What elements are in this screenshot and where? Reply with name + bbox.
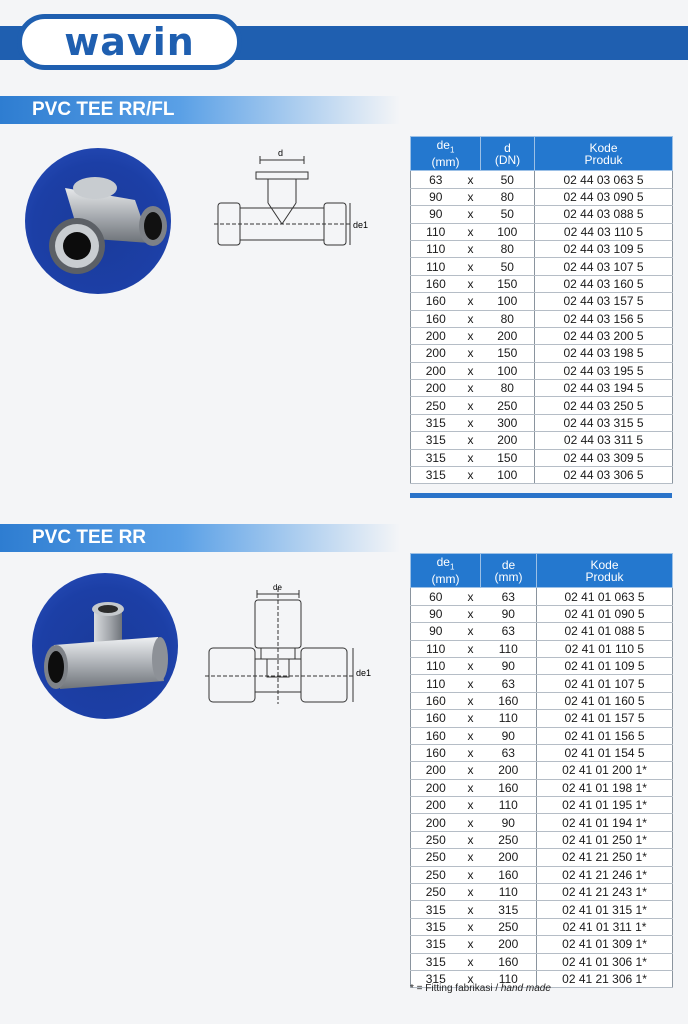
table-row (411, 953, 673, 970)
section-title-bar-tee-rr (0, 524, 400, 552)
size-branch-cell: 90 (481, 657, 537, 674)
size-branch-cell: 300 (481, 414, 535, 431)
size-de1-cell: 200 (411, 362, 461, 379)
size-de1-cell: 315 (411, 953, 461, 970)
table-row (411, 362, 673, 379)
product-code-cell: 02 41 01 088 5 (537, 623, 673, 640)
table-row (411, 345, 673, 362)
footnote-italic: hand made (500, 983, 551, 994)
table-row (411, 206, 673, 223)
table-row (411, 762, 673, 779)
size-branch-cell: 200 (481, 327, 535, 344)
table-row (411, 275, 673, 292)
table-row (411, 744, 673, 761)
table-row (411, 866, 673, 883)
product-code-cell: 02 41 01 109 5 (537, 657, 673, 674)
product-code-cell: 02 41 01 063 5 (537, 588, 673, 605)
product-code-cell: 02 41 01 309 1* (537, 936, 673, 953)
size-de1-cell: 315 (411, 918, 461, 935)
size-branch-cell: 90 (481, 814, 537, 831)
separator-cell: x (461, 831, 481, 848)
table-row (411, 918, 673, 935)
separator-cell: x (461, 397, 481, 414)
table-row (411, 779, 673, 796)
product-code-cell: 02 44 03 156 5 (535, 310, 673, 327)
separator-cell: x (461, 449, 481, 466)
size-de1-cell: 60 (411, 588, 461, 605)
table-row (411, 432, 673, 449)
product-code-cell: 02 44 03 109 5 (535, 240, 673, 257)
size-de1-cell: 160 (411, 710, 461, 727)
product-code-cell: 02 44 03 315 5 (535, 414, 673, 431)
separator-cell: x (461, 797, 481, 814)
table-header-row (411, 554, 673, 588)
product-code-cell: 02 44 03 160 5 (535, 275, 673, 292)
product-code-cell: 02 44 03 198 5 (535, 345, 673, 362)
size-de1-cell: 90 (411, 206, 461, 223)
size-de1-cell: 200 (411, 327, 461, 344)
size-de1-cell: 110 (411, 240, 461, 257)
size-de1-cell: 315 (411, 467, 461, 484)
size-de1-cell: 250 (411, 849, 461, 866)
size-de1-cell: 200 (411, 779, 461, 796)
size-de1-cell: 110 (411, 223, 461, 240)
separator-cell: x (461, 675, 481, 692)
size-de1-cell: 110 (411, 258, 461, 275)
separator-cell: x (461, 223, 481, 240)
separator-cell: x (461, 692, 481, 709)
separator-cell: x (461, 293, 481, 310)
size-de1-cell: 250 (411, 884, 461, 901)
section-title: PVC TEE RR (32, 527, 147, 548)
product-code-cell: 02 41 01 195 1* (537, 797, 673, 814)
size-branch-cell: 100 (481, 362, 535, 379)
table-header-row (411, 137, 673, 171)
size-branch-cell: 110 (481, 884, 537, 901)
product-table-tee-rr-fl (410, 136, 673, 484)
product-code-cell: 02 41 01 090 5 (537, 605, 673, 622)
separator-cell: x (461, 849, 481, 866)
table-row (411, 710, 673, 727)
separator-cell: x (461, 901, 481, 918)
separator-cell: x (461, 936, 481, 953)
size-branch-cell: 160 (481, 953, 537, 970)
size-branch-cell: 160 (481, 866, 537, 883)
size-de1-cell: 90 (411, 605, 461, 622)
size-branch-cell: 50 (481, 171, 535, 188)
product-code-cell: 02 44 03 157 5 (535, 293, 673, 310)
table-row (411, 831, 673, 848)
size-de1-cell: 63 (411, 171, 461, 188)
separator-cell: x (461, 275, 481, 292)
separator-cell: x (461, 380, 481, 397)
table-row (411, 327, 673, 344)
size-de1-cell: 90 (411, 188, 461, 205)
separator-cell: x (461, 779, 481, 796)
product-code-cell: 02 44 03 088 5 (535, 206, 673, 223)
section-title: PVC TEE RR/FL (32, 99, 175, 120)
size-de1-cell: 160 (411, 692, 461, 709)
separator-cell: x (461, 640, 481, 657)
size-de1-cell: 250 (411, 866, 461, 883)
size-de1-cell: 315 (411, 449, 461, 466)
size-branch-cell: 100 (481, 467, 535, 484)
size-branch-cell: 80 (481, 380, 535, 397)
separator-cell: x (461, 206, 481, 223)
size-branch-cell: 63 (481, 588, 537, 605)
header-de1: $de_1$ (mm) (411, 554, 481, 588)
product-code-cell: 02 44 03 311 5 (535, 432, 673, 449)
table-row (411, 240, 673, 257)
separator-cell: x (461, 240, 481, 257)
table-row (411, 936, 673, 953)
separator-cell: x (461, 188, 481, 205)
separator-cell: x (461, 657, 481, 674)
table-row (411, 884, 673, 901)
table-row (411, 414, 673, 431)
product-code-cell: 02 41 01 194 1* (537, 814, 673, 831)
separator-cell: x (461, 605, 481, 622)
separator-cell: x (461, 814, 481, 831)
wavin-logo (17, 14, 242, 70)
product-code-cell: 02 41 21 250 1* (537, 849, 673, 866)
separator-cell: x (461, 970, 481, 987)
size-branch-cell: 80 (481, 240, 535, 257)
size-de1-cell: 200 (411, 797, 461, 814)
size-de1-cell: 200 (411, 380, 461, 397)
separator-cell: x (461, 171, 481, 188)
size-branch-cell: 80 (481, 310, 535, 327)
size-branch-cell: 315 (481, 901, 537, 918)
table-row (411, 814, 673, 831)
product-code-cell: 02 41 01 200 1* (537, 762, 673, 779)
size-branch-cell: 110 (481, 970, 537, 987)
size-branch-cell: 90 (481, 727, 537, 744)
separator-cell: x (461, 953, 481, 970)
size-branch-cell: 90 (481, 605, 537, 622)
separator-cell: x (461, 467, 481, 484)
size-de1-cell: 160 (411, 275, 461, 292)
header-kode-produk: Kode Produk (537, 554, 673, 588)
product-code-cell: 02 41 01 250 1* (537, 831, 673, 848)
table-row (411, 223, 673, 240)
product-code-cell: 02 44 03 090 5 (535, 188, 673, 205)
product-code-cell: 02 41 01 107 5 (537, 675, 673, 692)
size-de1-cell: 200 (411, 814, 461, 831)
size-de1-cell: 315 (411, 936, 461, 953)
separator-cell: x (461, 623, 481, 640)
product-code-cell: 02 44 03 110 5 (535, 223, 673, 240)
product-code-cell: 02 41 01 160 5 (537, 692, 673, 709)
table-row (411, 467, 673, 484)
table-row (411, 849, 673, 866)
size-de1-cell: 160 (411, 727, 461, 744)
size-branch-cell: 160 (481, 692, 537, 709)
size-branch-cell: 200 (481, 762, 537, 779)
table-row (411, 797, 673, 814)
size-branch-cell: 250 (481, 831, 537, 848)
section-title-bar-tee-rr-fl (0, 96, 400, 124)
size-de1-cell: 315 (411, 970, 461, 987)
size-branch-cell: 63 (481, 744, 537, 761)
table-row (411, 657, 673, 674)
section-divider-rule (410, 493, 672, 498)
product-code-cell: 02 41 01 315 1* (537, 901, 673, 918)
separator-cell: x (461, 710, 481, 727)
separator-cell: x (461, 727, 481, 744)
product-code-cell: 02 44 03 200 5 (535, 327, 673, 344)
table-row (411, 380, 673, 397)
size-branch-cell: 200 (481, 936, 537, 953)
technical-drawing-tee-rr (205, 584, 375, 719)
table-row (411, 171, 673, 188)
size-de1-cell: 200 (411, 762, 461, 779)
table-row (411, 692, 673, 709)
product-code-cell: 02 44 03 107 5 (535, 258, 673, 275)
size-branch-cell: 100 (481, 223, 535, 240)
table-row (411, 188, 673, 205)
size-branch-cell: 110 (481, 640, 537, 657)
size-de1-cell: 315 (411, 901, 461, 918)
size-de1-cell: 110 (411, 640, 461, 657)
table-row (411, 397, 673, 414)
size-de1-cell: 110 (411, 675, 461, 692)
size-de1-cell: 160 (411, 310, 461, 327)
size-branch-cell: 63 (481, 623, 537, 640)
separator-cell: x (461, 345, 481, 362)
size-branch-cell: 160 (481, 779, 537, 796)
size-de1-cell: 315 (411, 414, 461, 431)
header-de1: $de_1$ (mm) (411, 137, 481, 171)
size-de1-cell: 160 (411, 293, 461, 310)
size-branch-cell: 250 (481, 397, 535, 414)
separator-cell: x (461, 432, 481, 449)
product-code-cell: 02 44 03 306 5 (535, 467, 673, 484)
technical-drawing-tee-rr-fl (212, 148, 372, 260)
size-branch-cell: 150 (481, 345, 535, 362)
product-code-cell: 02 41 01 156 5 (537, 727, 673, 744)
size-branch-cell: 110 (481, 710, 537, 727)
separator-cell: x (461, 762, 481, 779)
size-branch-cell: 200 (481, 849, 537, 866)
product-code-cell: 02 41 01 306 1* (537, 953, 673, 970)
product-code-cell: 02 44 03 194 5 (535, 380, 673, 397)
separator-cell: x (461, 258, 481, 275)
footnote-text: * = Fitting fabrikasi / (410, 983, 501, 994)
separator-cell: x (461, 744, 481, 761)
size-de1-cell: 315 (411, 432, 461, 449)
drawing-label-side: de1 (356, 668, 372, 678)
table-row (411, 449, 673, 466)
product-code-cell: 02 44 03 195 5 (535, 362, 673, 379)
separator-cell: x (461, 362, 481, 379)
size-branch-cell: 200 (481, 432, 535, 449)
size-branch-cell: 50 (481, 206, 535, 223)
table-row (411, 675, 673, 692)
drawing-label-top: de (273, 584, 282, 592)
table-row (411, 727, 673, 744)
size-branch-cell: 50 (481, 258, 535, 275)
product-code-cell: 02 41 21 306 1* (537, 970, 673, 987)
table-row (411, 258, 673, 275)
footnote (410, 983, 551, 994)
product-code-cell: 02 41 21 243 1* (537, 884, 673, 901)
drawing-label-top: d (278, 148, 284, 158)
table-row (411, 293, 673, 310)
size-branch-cell: 110 (481, 797, 537, 814)
size-branch-cell: 150 (481, 449, 535, 466)
product-code-cell: 02 44 03 309 5 (535, 449, 673, 466)
separator-cell: x (461, 866, 481, 883)
separator-cell: x (461, 414, 481, 431)
table-row (411, 640, 673, 657)
table-row (411, 623, 673, 640)
separator-cell: x (461, 884, 481, 901)
brand-name: wavin (64, 20, 195, 64)
table-row (411, 605, 673, 622)
size-branch-cell: 100 (481, 293, 535, 310)
separator-cell: x (461, 310, 481, 327)
size-de1-cell: 110 (411, 657, 461, 674)
product-code-cell: 02 41 01 154 5 (537, 744, 673, 761)
size-branch-cell: 63 (481, 675, 537, 692)
drawing-label-side: de1 (353, 220, 369, 230)
product-photo-tee-rr (32, 573, 178, 719)
size-de1-cell: 160 (411, 744, 461, 761)
table-row (411, 588, 673, 605)
product-code-cell: 02 41 01 110 5 (537, 640, 673, 657)
size-de1-cell: 250 (411, 831, 461, 848)
table-row (411, 901, 673, 918)
separator-cell: x (461, 918, 481, 935)
size-de1-cell: 200 (411, 345, 461, 362)
product-code-cell: 02 44 03 063 5 (535, 171, 673, 188)
size-de1-cell: 250 (411, 397, 461, 414)
separator-cell: x (461, 588, 481, 605)
product-code-cell: 02 41 21 246 1* (537, 866, 673, 883)
product-code-cell: 02 41 01 198 1* (537, 779, 673, 796)
product-photo-tee-rr-fl (25, 148, 171, 294)
product-code-cell: 02 41 01 311 1* (537, 918, 673, 935)
separator-cell: x (461, 327, 481, 344)
size-branch-cell: 250 (481, 918, 537, 935)
product-code-cell: 02 41 01 157 5 (537, 710, 673, 727)
product-code-cell: 02 44 03 250 5 (535, 397, 673, 414)
size-branch-cell: 80 (481, 188, 535, 205)
product-table-tee-rr (410, 553, 673, 988)
table-row (411, 310, 673, 327)
header-d: d (DN) (481, 137, 535, 171)
size-de1-cell: 90 (411, 623, 461, 640)
header-de: de (mm) (481, 554, 537, 588)
size-branch-cell: 150 (481, 275, 535, 292)
header-kode-produk: Kode Produk (535, 137, 673, 171)
